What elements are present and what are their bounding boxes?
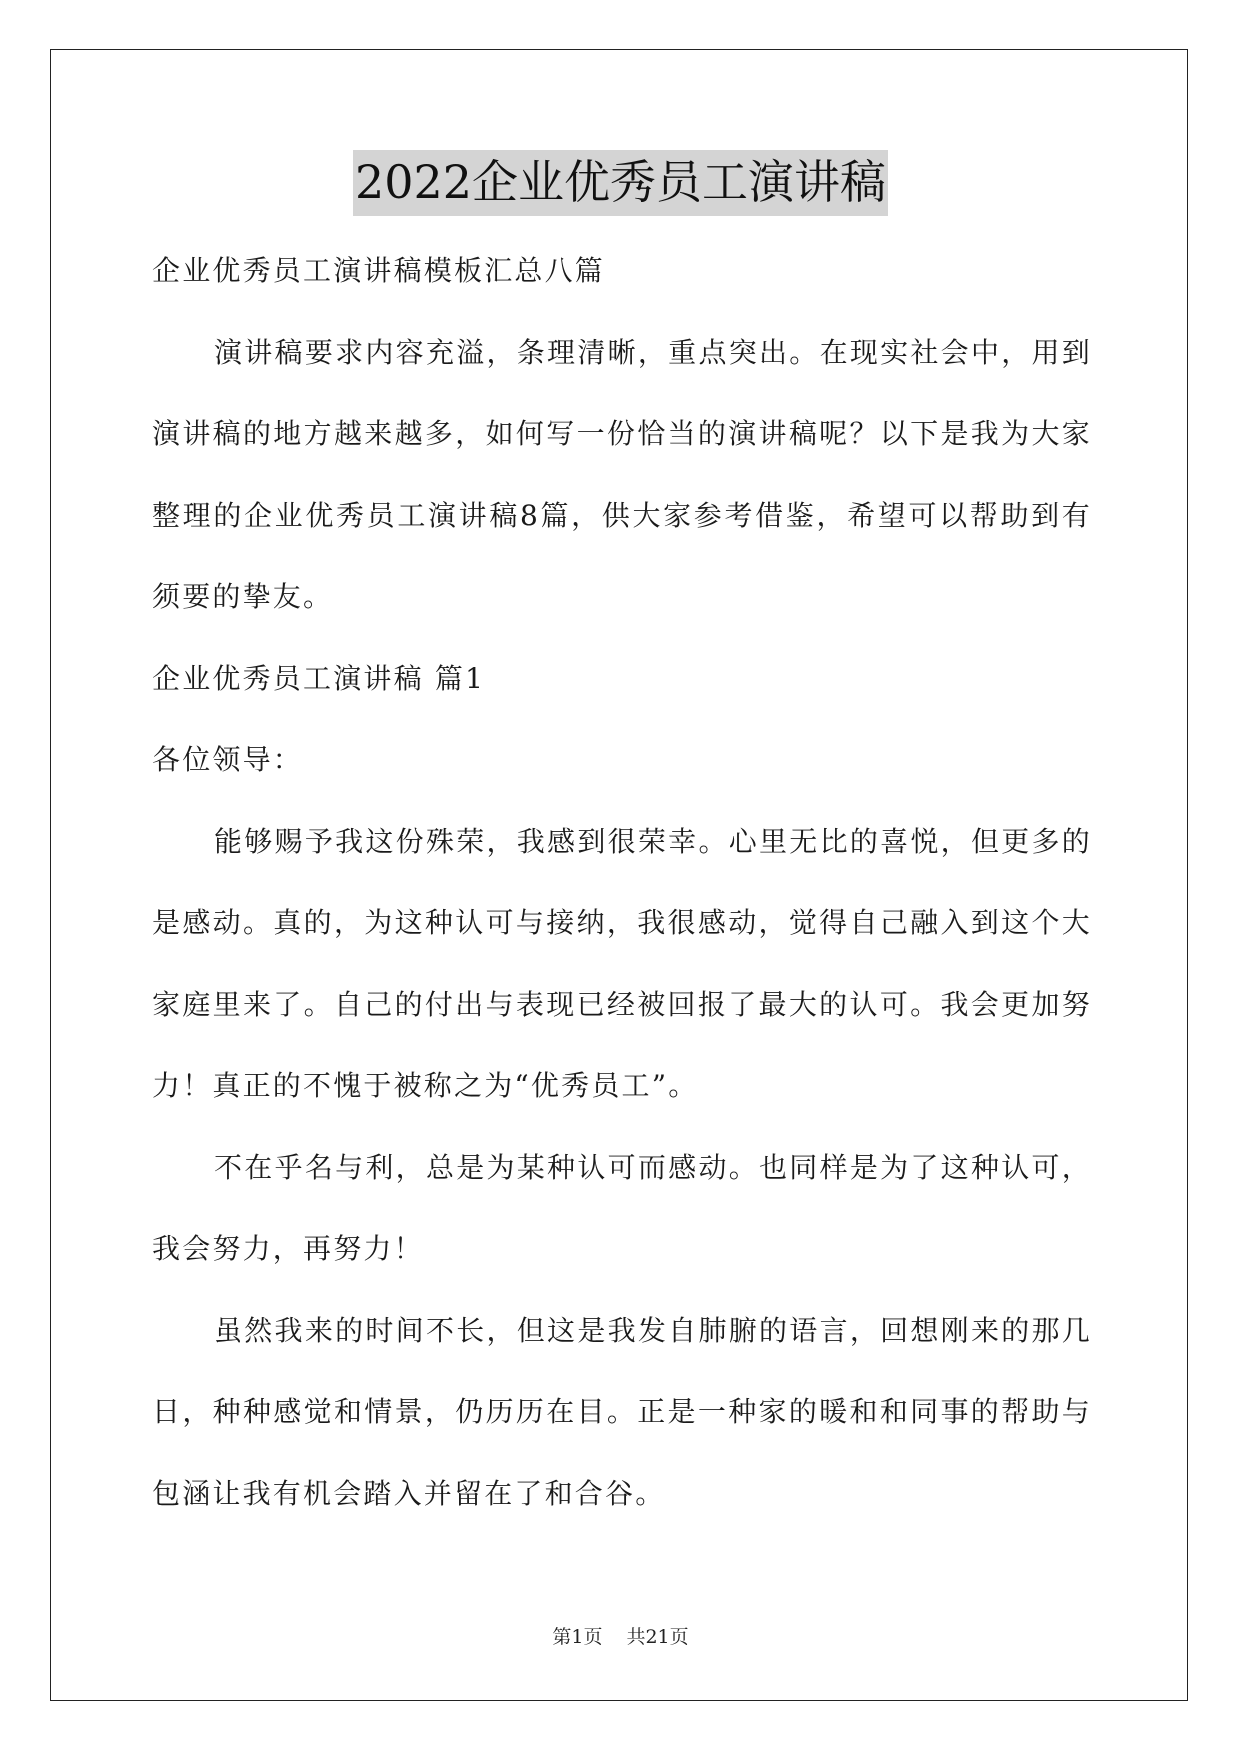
body-paragraph-2: 不在乎名与利，总是为某种认可而感动。也同样是为了这种认可，我会努力，再努力！ xyxy=(152,1150,1092,1265)
body-paragraph-1: 能够赐予我这份殊荣，我感到很荣幸。心里无比的喜悦，但更多的是感动。真的，为这种认可与接纳，我很感动，觉得自己融入到这个大家庭里来了。自己的付出与表现已经被回报了最大的认可。我会更加努力！真正的不愧于被称之为“优秀员工”。 xyxy=(152,824,1092,1102)
page-number: 第1页 xyxy=(552,1626,603,1648)
page-footer xyxy=(0,1622,1241,1649)
document-subtitle: 企业优秀员工演讲稿模板汇总八篇 xyxy=(152,254,606,287)
body-paragraph-3: 虽然我来的时间不长，但这是我发自肺腑的语言，回想刚来的那几日，种种感觉和情景，仍历历在目。正是一种家的暖和和同事的帮助与包涵让我有机会踏入并留在了和合谷。 xyxy=(152,1313,1092,1510)
salutation: 各位领导： xyxy=(152,743,304,776)
page-total: 共21页 xyxy=(626,1626,689,1648)
title-container xyxy=(0,150,1241,216)
document-title: 2022企业优秀员工演讲稿 xyxy=(353,150,888,216)
document-body xyxy=(152,230,1092,1534)
intro-paragraph: 演讲稿要求内容充溢，条理清晰，重点突出。在现实社会中，用到演讲稿的地方越来越多，如何写一份恰当的演讲稿呢？以下是我为大家整理的企业优秀员工演讲稿8篇，供大家参考借鉴，希望可以帮助到有须要的挚友。 xyxy=(152,335,1092,613)
section-heading: 企业优秀员工演讲稿 篇1 xyxy=(152,661,486,695)
